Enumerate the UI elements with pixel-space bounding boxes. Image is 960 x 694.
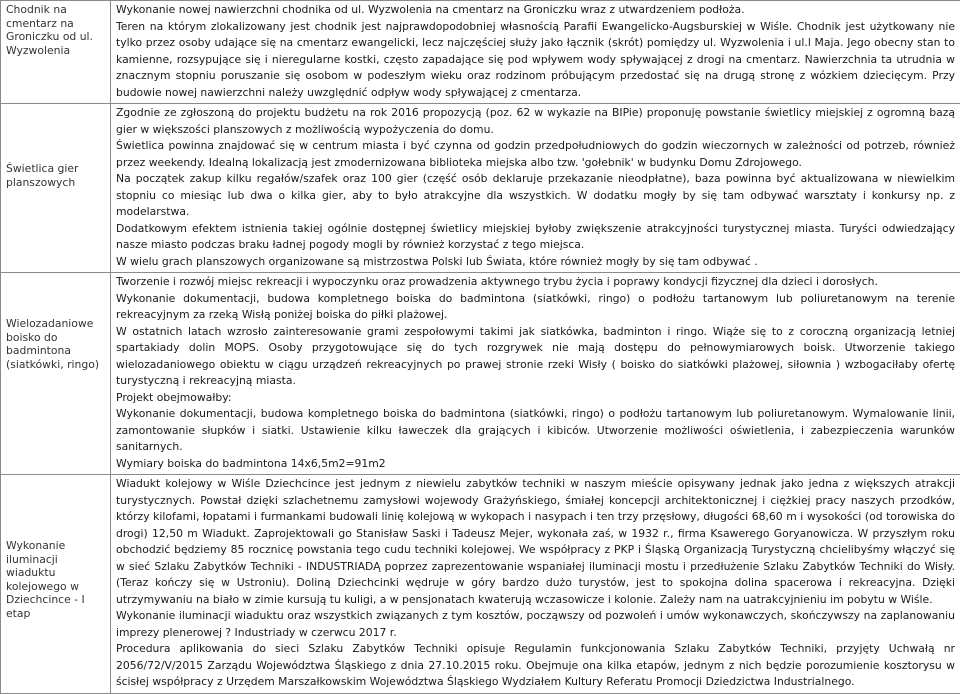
table-row	[1, 1, 960, 104]
paragraph: Tworzenie i rozwój miejsc rekreacji i wypoczynku oraz prowadzenia aktywnego trybu życia i poprawy kondycji fizycznej dla dzieci i dorosłych.	[116, 274, 955, 291]
row-content-cell	[111, 104, 960, 273]
row-content-cell	[111, 475, 960, 694]
table-row	[1, 273, 960, 475]
paragraph: Teren na którym zlokalizowany jest chodnik jest najprawdopodobniej własnością Parafii Ewangelicko-Augsburskiej w Wiśle. Chodnik jest użytkowany nie tylko przez osoby udające się na cmentarz ewangelicki, lecz najczęściej służy jako łącznik (skrót) pomiędzy ul. Wyzwolenia i ul.l Maja. Jego obecny stan to kamienne, rozsypujące się i nieregularne kostki, często zapadające się pod wpływem wody spływającej z drogi na cmentarz. Nawierzchnia ta utrudnia w znacznym stopniu poruszanie się osobom w podeszłym wieku oraz rodzinom próbującym przedostać się na drugą stronę z wózkiem dziecięcym. Przy budowie nowej nawierzchni należy uwzględnić odpływ wody spływającej z cmentarza.	[116, 19, 955, 102]
row-label-cell	[1, 104, 111, 273]
paragraph: Wykonanie iluminacji wiaduktu oraz wszystkich związanych z tym kosztów, począwszy od pozwoleń i umów wykonawczych, skończywszy na zaplanowaniu imprezy plenerowej ? Industriady w czerwcu 2017 r.	[116, 608, 955, 641]
paragraph: W ostatnich latach wzrosło zainteresowanie grami zespołowymi takimi jak siatkówka, badminton i ringo. Wiąże się to z coroczną organizacją letniej spartakiady dolin MOPS. Osoby przygotowujące się do tych rozgrywek nie mają dostępu do pełnowymiarowych boisk. Utworzenie takiego wielozadaniowego obiektu w ciągu urządzeń rekreacyjnych po prawej stronie rzeki Wisły ( boisko do siatkówki plażowej, siłownia ) wzbogaciłaby ofertę turystyczną i rekreacyjną miasta.	[116, 324, 955, 390]
paragraph: Wiadukt kolejowy w Wiśle Dziechcince jest jednym z niewielu zabytków techniki w naszym mieście opisywany jednak jako jedna z większych atrakcji turystycznych. Powstał dzięki szlachetnemu zamysłowi wojewody Grażyńskiego, śmiałej koncepcji architektonicznej i ciężkiej pracy naszych przodków, którzy kilofami, łopatami i furmankami budowali linię kolejową w wykopach i nasypach i ten trzy przęsłowy, długości 68,60 m i wysokości (od torowiska do drogi) 12,50 m Wiadukt. Zaprojektowali go Stanisław Saski i Tadeusz Mejer, wykonała zaś, w 1932 r., firma Ksawerego Goryanowicza. W przyszłym roku obchodzić będziemy 85 rocznicę powstania tego cudu techniki kolejowej. We współpracy z PKP i Śląską Organizacją Turystyczną chcielibyśmy włączyć się w sieć Szlaku Zabytków Techniki - INDUSTRIADĄ poprzez zaprezentowanie wspaniałej iluminacji mostu i przedłużenie Szlaku Zabytków Techniki do Wisły. (Teraz kończy się w Ustroniu). Doliną Dziechcinki wędruje w góry bardzo dużo turystów, jest to spokojna dolina spacerowa i rekreacyjna. Dzięki utrzymywaniu na biało w zimie kursują tu kuligi, a w pensjonatach kwaterują wczasowicze i kolonie. Zależy nam na uatrakcyjnieniu im pobytu w Wiśle.	[116, 476, 955, 608]
row-content-cell	[111, 273, 960, 475]
project-title: Świetlica gier planszowych	[1, 104, 110, 191]
project-title: Wykonanie iluminacji wiaduktu kolejowego w Dziechcince - I etap	[1, 475, 110, 622]
paragraph: Projekt obejmowałby:	[116, 390, 955, 407]
row-content-cell	[111, 1, 960, 104]
paragraph: W wielu grach planszowych organizowane są mistrzostwa Polski lub Świata, które również mogły by się tam odbywać .	[116, 254, 955, 271]
paragraph: Wykonanie dokumentacji, budowa kompletnego boiska do badmintona (siatkówki, ringo) o podłożu tartanowym lub poliuretanowym. Wymalowanie linii, zamontowanie słupków i siatki. Ustawienie kilku ławeczek dla grających i kibiców. Utworzenie możliwości oświetlenia, i zabezpieczenia warunków sanitarnych.	[116, 406, 955, 456]
paragraph: Na początek zakup kilku regałów/szafek oraz 100 gier (część osób deklaruje przekazanie nieodpłatne), baza powinna być aktualizowana w niewielkim stopniu co miesiąc lub dwa o kilka gier, aby to było atrakcyjne dla wszystkich. W dodatku mogły by się tam odbywać warsztaty i konkursy np. z modelarstwa.	[116, 171, 955, 221]
project-title: Chodnik na cmentarz na Groniczku od ul. Wyzwolenia	[1, 1, 110, 59]
row-label-cell	[1, 1, 111, 104]
paragraph: Procedura aplikowania do sieci Szlaku Zabytków Techniki opisuje Regulamin funkcjonowania Szlaku Zabytków Techniki, przyjęty Uchwałą nr 2056/72/V/2015 Zarządu Województwa Śląskiego z dnia 27.10.2015 roku. Obejmuje ona kilka etapów, jednym z nich będzie porozumienie kosztorysu w ścisłej współpracy z Urzędem Marszałkowskim Województwa Śląskiego Wydziałem Kultury Referatu Promocji Dziedzictwa Industrialnego.	[116, 641, 955, 691]
paragraph: Świetlica powinna znajdować się w centrum miasta i być czynna od godzin przedpołudniowych do godzin wieczornych w zależności od potrzeb, również przez weekendy. Idealną lokalizacją jest zmodernizowana biblioteka miejska albo tzw. 'gołebnik' w budynku Domu Zdrojowego.	[116, 138, 955, 171]
paragraph: Wymiary boiska do badmintona 14x6,5m2=91m2	[116, 456, 955, 473]
table-row	[1, 475, 960, 694]
project-title: Wielozadaniowe boisko do badmintona (siatkówki, ringo)	[1, 273, 110, 373]
paragraph: Wykonanie dokumentacji, budowa kompletnego boiska do badmintona (siatkówki, ringo) o podłożu tartanowym lub poliuretanowym na terenie rekreacyjnym za rzeką Wisłą poniżej boiska do piłki plażowej.	[116, 291, 955, 324]
paragraph: Wykonanie nowej nawierzchni chodnika od ul. Wyzwolenia na cmentarz na Groniczku wraz z utwardzeniem podłoża.	[116, 2, 955, 19]
paragraph: Dodatkowym efektem istnienia takiej ogólnie dostępnej świetlicy miejskiej byłoby zwiększenie atrakcyjności turystycznej miasta. Turyści odwiedzający nasze miasto podczas braku ładnej pogody mogli by również korzystać z tego miejsca.	[116, 221, 955, 254]
row-label-cell	[1, 273, 111, 475]
paragraph: Zgodnie ze zgłoszoną do projektu budżetu na rok 2016 propozycją (poz. 62 w wykazie na BIPie) proponuję powstanie świetlicy miejskiej z ogromną bazą gier w większości planszowych z możliwością wypożyczenia do domu.	[116, 105, 955, 138]
table-row	[1, 104, 960, 273]
row-label-cell	[1, 475, 111, 694]
